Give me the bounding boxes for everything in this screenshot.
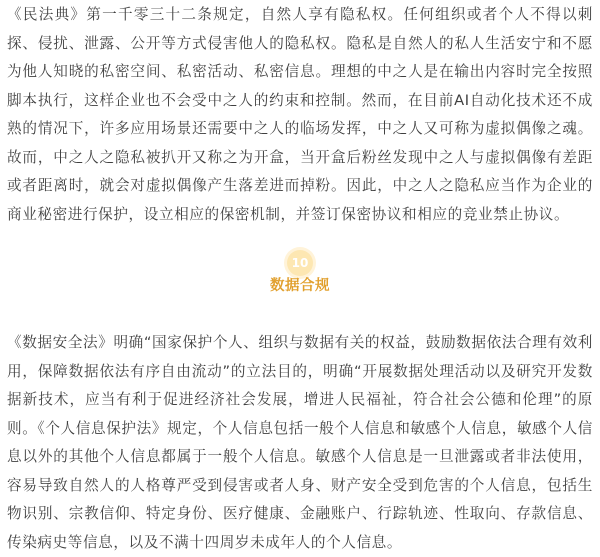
section-header bbox=[0, 244, 600, 304]
article-paragraph-civil-code: 《民法典》第一千零三十二条规定，自然人享有隐私权。任何组织或者个人不得以刺探、侵扰、泄露、公开等方式侵害他人的隐私权。隐私是自然人的私人生活安宁和不愿为他人知晓的私密空间、私密活动、私密信息。理想的中之人是在输出内容时完全按照脚本执行，这样企业也不会受中之人的约束和控制。然而，在目前AI自动化技术还不成熟的情况下，许多应用场景还需要中之人的临场发挥，中之人又可称为虚拟偶像之魂。故而，中之人之隐私被扒开又称之为开盒，当开盒后粉丝发现中之人与虚拟偶像有差距或者距离时，就会对虚拟偶像产生落差进而掉粉。因此，中之人之隐私应当作为企业的商业秘密进行保护，设立相应的保密机制，并签订保密协议和相应的竞业禁止协议。 bbox=[7, 6, 593, 223]
section-number: 10 bbox=[291, 256, 309, 270]
section-number-badge bbox=[287, 250, 313, 276]
section-title: 数据合规 bbox=[270, 278, 330, 294]
article-paragraph-data-security: 《数据安全法》明确“国家保护个人、组织与数据有关的权益，鼓励数据依法合理有效利用，保障数据依法有序自由流动”的立法目的，明确“开展数据处理活动以及研究开发数据新技术，应当有利于促进经济社会发展，增进人民福祉，符合社会公德和伦理”的原则。《个人信息保护法》规定，个人信息包括一般个人信息和敏感个人信息，敏感个人信息以外的其他个人信息都属于一般个人信息。敏感个人信息是一旦泄露或者非法使用，容易导致自然人的人格尊严受到侵害或者人身、财产安全受到危害的个人信息，包括生物识别、宗教信仰、特定身份、医疗健康、金融账户、行踪轨迹、性取向、存款信息、传染病史等信息，以及不满十四周岁未成年人的个人信息。 bbox=[7, 334, 593, 551]
